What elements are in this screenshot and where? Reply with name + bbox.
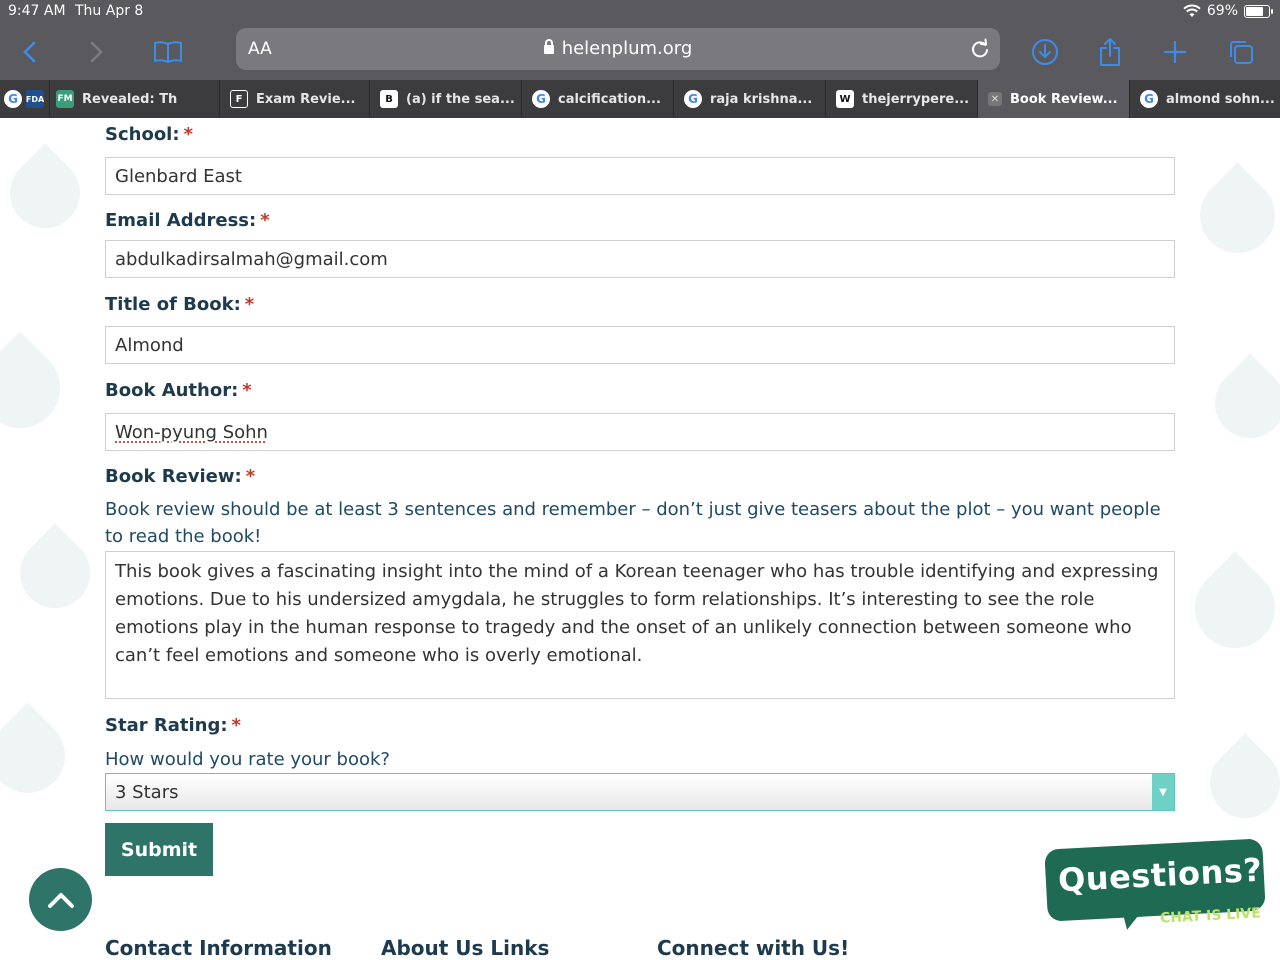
review-help-text: Book review should be at least 3 sentences and remember – don’t just give teasers about the plot – you want people to read the book! xyxy=(105,499,1161,547)
google-icon: G xyxy=(532,90,550,108)
tab-thejerrypere[interactable] xyxy=(826,80,978,118)
chevron-up-icon xyxy=(46,890,76,910)
new-tab-icon[interactable] xyxy=(1159,36,1191,68)
google-icon: G xyxy=(4,90,22,108)
title-input[interactable]: Almond xyxy=(105,326,1175,364)
fda-icon: FDA xyxy=(26,90,44,108)
tab-label: calcification... xyxy=(558,91,661,107)
status-bar xyxy=(0,0,1280,24)
submit-button[interactable]: Submit xyxy=(105,823,213,876)
address-bar[interactable] xyxy=(236,28,1000,70)
background-drop xyxy=(6,524,105,623)
background-drop xyxy=(1196,734,1280,833)
tab-label: almond sohn... xyxy=(1166,91,1275,107)
footer-connect-heading: Connect with Us! xyxy=(657,936,850,960)
required-mark: * xyxy=(183,124,193,145)
google-icon: G xyxy=(684,90,702,108)
tab-book-review[interactable] xyxy=(978,80,1130,118)
battery-icon xyxy=(1244,5,1270,18)
share-icon[interactable] xyxy=(1094,36,1126,68)
tab-label: Book Review... xyxy=(1010,91,1118,107)
author-input[interactable]: Won-pyung Sohn xyxy=(105,413,1175,451)
chat-subtitle: CHAT IS LIVE xyxy=(1159,905,1262,927)
status-right xyxy=(1183,3,1270,19)
chat-bubble-tail xyxy=(1113,899,1146,932)
download-icon[interactable] xyxy=(1029,36,1061,68)
back-icon[interactable] xyxy=(14,36,46,68)
tab-calcification[interactable] xyxy=(522,80,674,118)
tab-revealed[interactable] xyxy=(50,80,220,118)
background-drop xyxy=(1201,354,1280,453)
title-label: Title of Book: * xyxy=(105,294,255,315)
school-label: School: * xyxy=(105,124,193,145)
tab-label: raja krishna... xyxy=(710,91,813,107)
url-display[interactable] xyxy=(236,38,1000,59)
lock-icon xyxy=(544,45,554,54)
tab-exam-review[interactable] xyxy=(220,80,370,118)
w-icon: W xyxy=(836,90,854,108)
required-mark: * xyxy=(260,210,270,231)
footer-contact-heading: Contact Information xyxy=(105,936,332,960)
browser-toolbar xyxy=(0,24,1280,80)
tab-if-the-sea[interactable] xyxy=(370,80,522,118)
text-size-button[interactable]: AA xyxy=(248,39,272,59)
rating-label: Star Rating: * xyxy=(105,715,241,736)
fm-icon: FM xyxy=(56,90,74,108)
rating-question: How would you rate your book? xyxy=(105,749,390,770)
rating-select[interactable]: 3 Stars ▼ xyxy=(105,773,1175,811)
tab-google[interactable] xyxy=(0,80,50,118)
google-icon: G xyxy=(1140,90,1158,108)
forward-icon[interactable] xyxy=(80,36,112,68)
background-drop xyxy=(0,144,94,243)
required-mark: * xyxy=(242,380,252,401)
tab-label: Revealed: Th xyxy=(82,91,178,107)
tabs-overview-icon[interactable] xyxy=(1225,36,1257,68)
wifi-icon xyxy=(1183,4,1201,18)
reload-icon[interactable] xyxy=(970,38,990,60)
page-content xyxy=(0,118,1280,960)
email-input[interactable]: abdulkadirsalmah@gmail.com xyxy=(105,240,1175,278)
chevron-down-icon[interactable]: ▼ xyxy=(1152,774,1174,810)
url-text: helenplum.org xyxy=(561,38,693,59)
background-drop xyxy=(0,702,81,808)
review-label: Book Review: * xyxy=(105,466,256,487)
footer-about-heading: About Us Links xyxy=(381,936,550,960)
required-mark: * xyxy=(244,294,255,315)
background-drop xyxy=(0,331,77,444)
author-label: Book Author: * xyxy=(105,380,252,401)
tab-label: thejerrypere... xyxy=(862,91,970,107)
bookmarks-icon[interactable] xyxy=(152,36,184,68)
battery-fill xyxy=(1246,7,1263,16)
chat-title: Questions? xyxy=(1057,850,1264,900)
required-mark: * xyxy=(245,466,256,487)
tab-label: Exam Revie... xyxy=(256,91,356,107)
email-label: Email Address: * xyxy=(105,210,270,231)
tab-almond-sohn[interactable] xyxy=(1130,80,1280,118)
battery-percent: 69% xyxy=(1206,3,1238,19)
required-mark: * xyxy=(231,715,241,736)
review-textarea[interactable]: This book gives a fascinating insight into the mind of a Korean teenager who has trouble identifying and expressing emotions. Due to his undersized amygdala, he struggles to form relationships. It’s interesting to see the role emotions play in the human response to tragedy and the onset of an unlikely connection between someone who can’t feel emotions and someone who is overly emotional. xyxy=(105,551,1175,699)
tab-label: (a) if the sea... xyxy=(406,91,515,107)
close-icon[interactable]: ✕ xyxy=(988,92,1002,106)
tab-bar xyxy=(0,80,1280,118)
background-drop xyxy=(1184,162,1280,268)
back-to-top-button[interactable] xyxy=(29,868,92,931)
b-icon: B xyxy=(380,90,398,108)
chat-widget[interactable] xyxy=(1046,840,1266,936)
school-input[interactable]: Glenbard East xyxy=(105,157,1175,195)
status-time: 9:47 AM xyxy=(8,3,66,19)
status-date: Thu Apr 8 xyxy=(75,3,144,19)
background-drop xyxy=(1178,551,1280,664)
f-icon: F xyxy=(230,90,248,108)
tab-raja-krishna[interactable] xyxy=(674,80,826,118)
